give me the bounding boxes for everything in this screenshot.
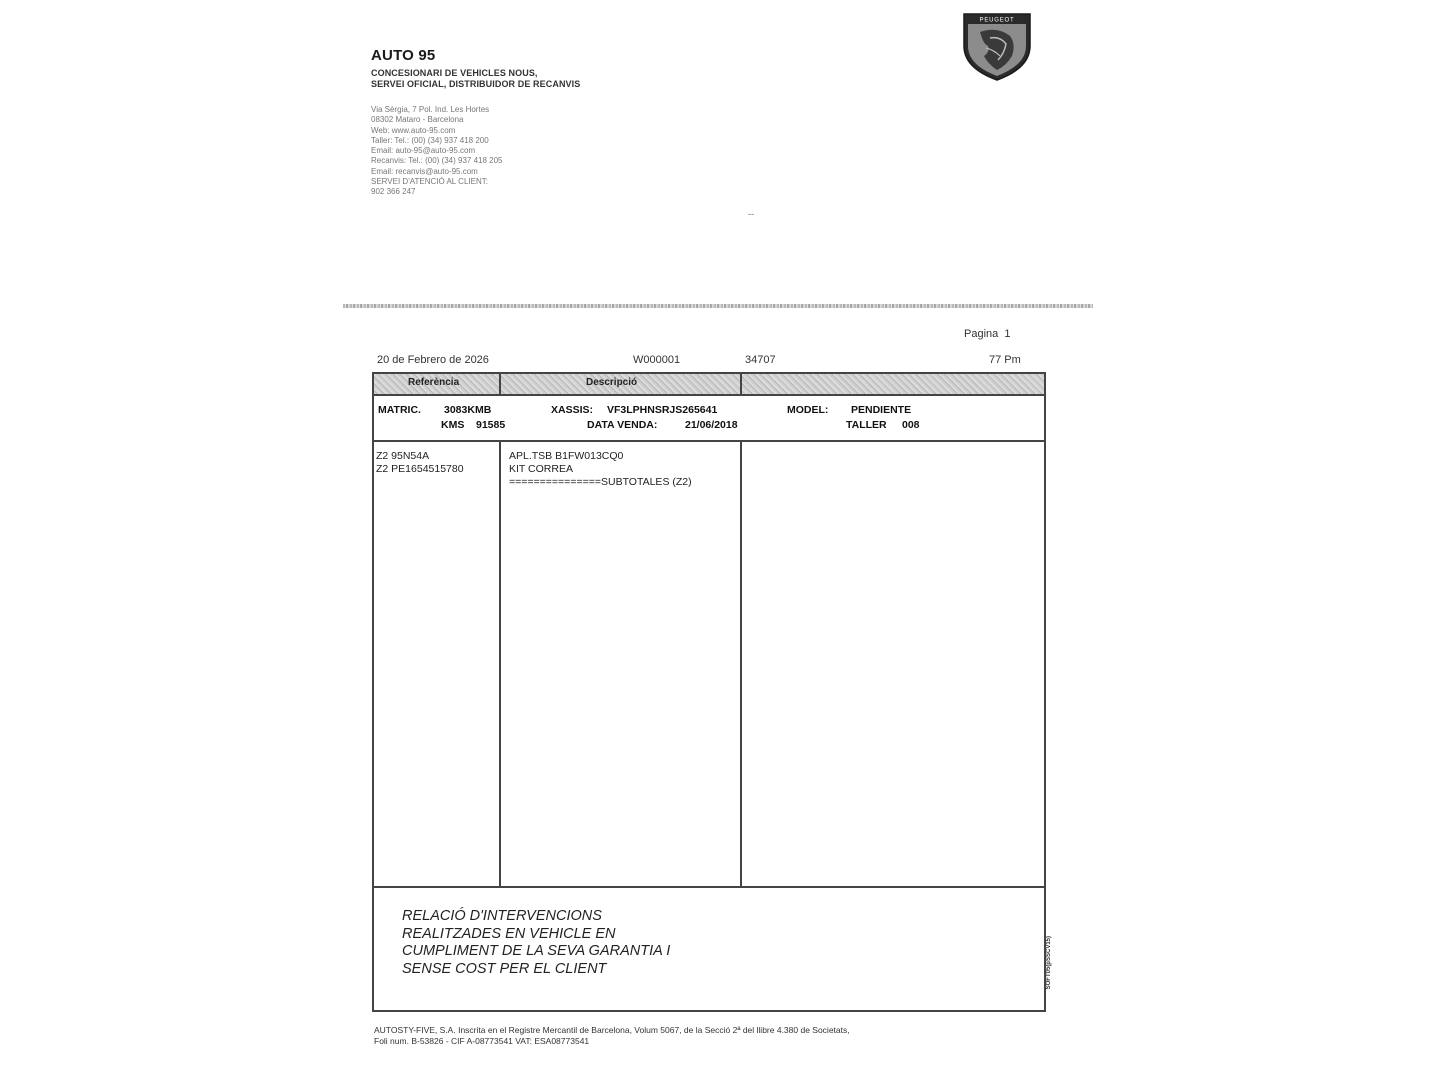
contact-line: Recanvis: Tel.: (00) (34) 937 418 205	[371, 156, 503, 166]
company-tagline-2: SERVEI OFICIAL, DISTRIBUIDOR DE RECANVIS	[371, 79, 581, 89]
description-item: ===============SUBTOTALES (Z2)	[509, 476, 692, 488]
contact-line: 08302 Mataro - Barcelona	[371, 115, 464, 125]
warranty-note-box	[374, 886, 1044, 1012]
page-label: Pagina	[964, 328, 999, 340]
contact-line: Email: recanvis@auto-95.com	[371, 166, 478, 176]
table-header-row	[374, 374, 1044, 396]
contact-line: Via Sèrgia, 7 Pol. Ind. Les Hortes	[371, 105, 490, 114]
taller-label: TALLER	[846, 419, 887, 431]
document-right-value: 77 Pm	[989, 354, 1021, 366]
logo-text: PEUGEOT	[979, 17, 1015, 24]
intervention-form	[372, 372, 1046, 1012]
contact-line: Web: www.auto-95.com	[371, 125, 456, 135]
reference-item: Z2 PE1654515780	[376, 463, 464, 475]
vehicle-info-row	[374, 394, 1044, 442]
matric-value: 3083KMB	[444, 404, 492, 416]
contact-line: 902 366 247	[371, 187, 416, 197]
matric-label: MATRIC.	[378, 404, 421, 416]
description-item: KIT CORREA	[509, 463, 573, 475]
contact-line: Taller: Tel.: (00) (34) 937 418 200	[371, 135, 489, 145]
warranty-note-line: SENSE COST PER EL CLIENT	[402, 960, 607, 977]
legal-footer	[374, 1025, 850, 1047]
xassis-label: XASSIS:	[551, 404, 594, 416]
contact-line: SERVEI D'ATENCIÓ AL CLIENT:	[371, 177, 488, 187]
dash-mark: --	[748, 209, 754, 219]
document-number: 34707	[745, 354, 776, 366]
warranty-note-line: RELACIÓ D'INTERVENCIONS	[402, 908, 602, 924]
legal-footer-line: AUTOSTY-FIVE, S.A. Inscrita en el Registre Mercantil de Barcelona, Volum 5067, de la Secció 2ª del llibre 4.380 de Societats,	[374, 1025, 850, 1035]
header-column-divider	[499, 374, 501, 394]
model-label: MODEL:	[787, 404, 829, 416]
form-side-code: SOFT05(pSSCV15)	[1046, 936, 1052, 990]
data-venda-label: DATA VENDA:	[587, 419, 658, 431]
reference-item: Z2 95N54A	[376, 450, 430, 462]
divider-line	[343, 304, 1093, 308]
xassis-value: VF3LPHNSRJS265641	[607, 404, 718, 416]
warranty-note-line: CUMPLIMENT DE LA SEVA GARANTIA I	[402, 943, 671, 959]
warranty-note	[402, 908, 670, 978]
kms-value: 91585	[476, 419, 506, 431]
column-header-descripcio: Descripció	[586, 377, 638, 388]
header-column-divider	[740, 374, 742, 394]
contact-block	[371, 105, 502, 198]
warranty-note-line: REALITZADES EN VEHICLE EN	[402, 925, 616, 942]
kms-label: KMS	[441, 419, 465, 431]
document-code: W000001	[633, 354, 681, 366]
description-list	[509, 450, 692, 489]
contact-line: Email: auto-95@auto-95.com	[371, 146, 476, 156]
data-venda-value: 21/06/2018	[685, 419, 738, 431]
model-value: PENDIENTE	[851, 404, 912, 416]
column-header-referencia: Referència	[408, 377, 460, 388]
page-number: 1	[1004, 328, 1011, 340]
document-date: 20 de Febrero de 2026	[377, 354, 489, 366]
reference-list	[376, 450, 464, 476]
body-column-divider	[499, 440, 501, 886]
peugeot-logo-icon	[960, 8, 1034, 82]
company-tagline-1: CONCESIONARI DE VEHICLES NOUS,	[371, 68, 538, 78]
page-indicator	[964, 328, 1011, 340]
company-name: AUTO 95	[371, 47, 436, 64]
taller-value: 008	[902, 419, 920, 431]
description-item: APL.TSB B1FW013CQ0	[509, 450, 624, 462]
body-column-divider	[740, 440, 742, 886]
legal-footer-line: Foli num. B-53826 - CIF A-08773541 VAT: ESA08773541	[374, 1036, 590, 1046]
